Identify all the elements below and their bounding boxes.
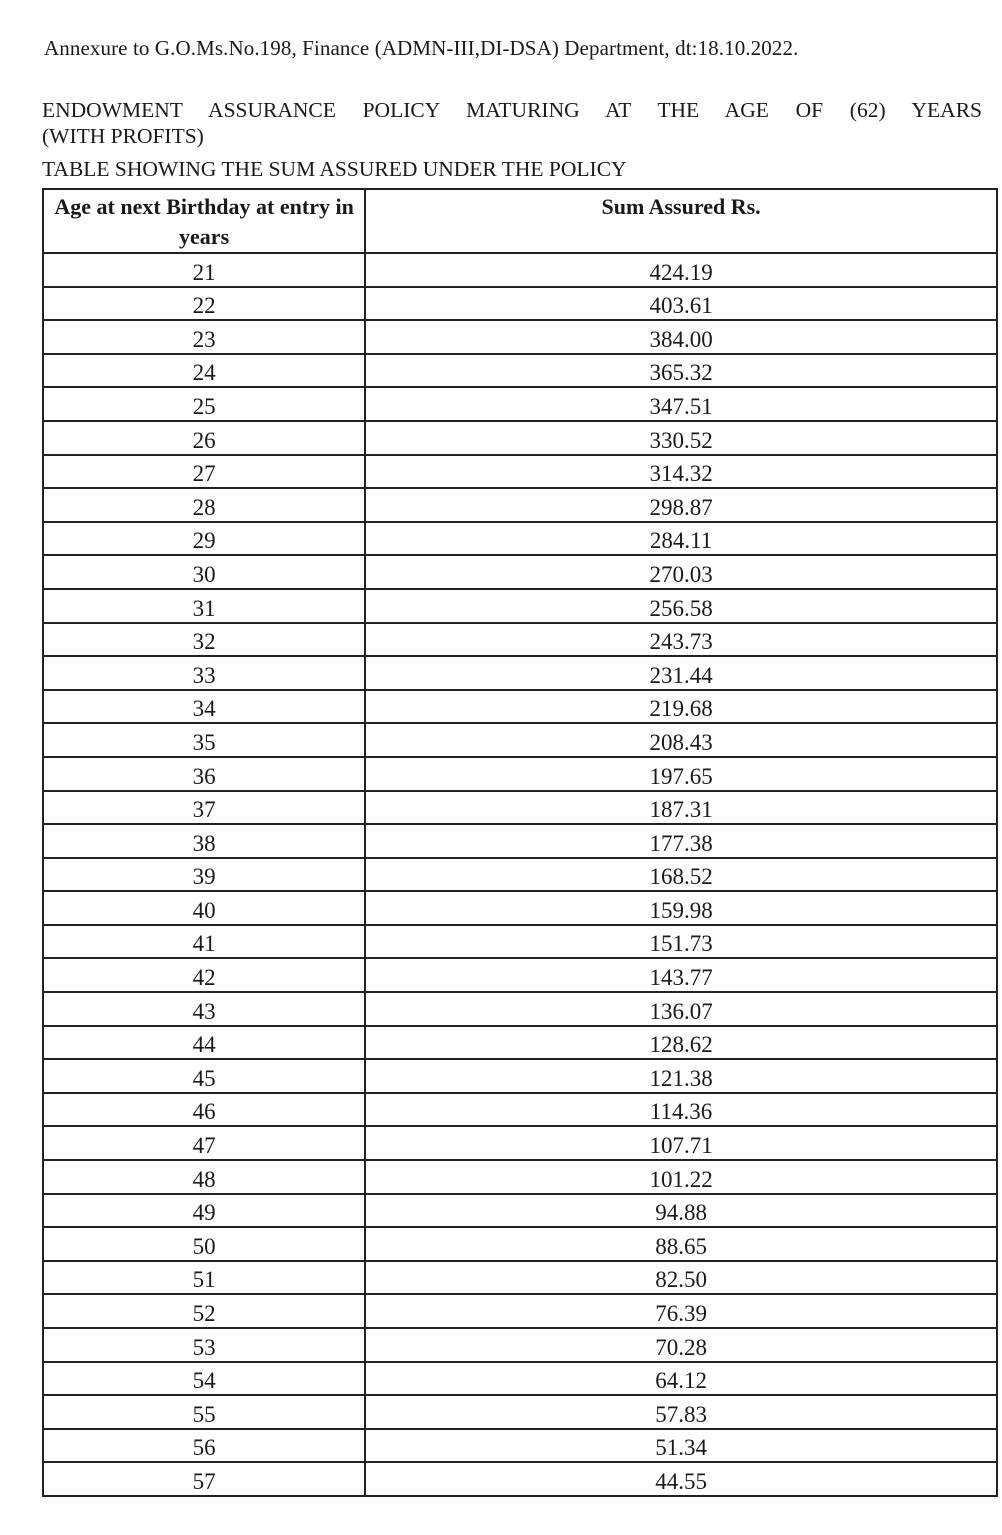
table-row <box>43 1194 997 1228</box>
table-row <box>43 1026 997 1060</box>
age-cell: 33 <box>43 656 365 690</box>
table-row <box>43 1429 997 1463</box>
sum-assured-cell: 151.73 <box>365 925 997 959</box>
age-cell: 41 <box>43 925 365 959</box>
table-row <box>43 253 997 287</box>
table-header-row <box>43 189 997 253</box>
table-row <box>43 1462 997 1496</box>
sum-assured-cell: 57.83 <box>365 1395 997 1429</box>
age-cell: 28 <box>43 488 365 522</box>
age-cell: 38 <box>43 824 365 858</box>
annexure-reference: Annexure to G.O.Ms.No.198, Finance (ADMN-III,DI-DSA) Department, dt:18.10.2022. <box>44 36 799 60</box>
table-row <box>43 1294 997 1328</box>
table-row <box>43 1059 997 1093</box>
table-row <box>43 1261 997 1295</box>
sum-assured-cell: 82.50 <box>365 1261 997 1295</box>
age-cell: 44 <box>43 1026 365 1060</box>
sum-assured-cell: 64.12 <box>365 1362 997 1396</box>
sum-assured-cell: 330.52 <box>365 421 997 455</box>
age-cell: 25 <box>43 387 365 421</box>
age-cell: 46 <box>43 1093 365 1127</box>
sum-assured-cell: 168.52 <box>365 858 997 892</box>
table-row <box>43 1093 997 1127</box>
sum-assured-cell: 243.73 <box>365 623 997 657</box>
sum-assured-cell: 51.34 <box>365 1429 997 1463</box>
table-row <box>43 421 997 455</box>
table-row <box>43 1362 997 1396</box>
table-row <box>43 555 997 589</box>
age-cell: 55 <box>43 1395 365 1429</box>
age-cell: 22 <box>43 287 365 321</box>
age-cell: 56 <box>43 1429 365 1463</box>
sum-column-header: Sum Assured Rs. <box>365 189 997 253</box>
age-cell: 54 <box>43 1362 365 1396</box>
age-cell: 51 <box>43 1261 365 1295</box>
policy-heading-profits: (WITH PROFITS) <box>42 124 204 148</box>
table-row <box>43 1160 997 1194</box>
sum-assured-cell: 70.28 <box>365 1328 997 1362</box>
age-cell: 34 <box>43 690 365 724</box>
table-row <box>43 690 997 724</box>
sum-assured-cell: 101.22 <box>365 1160 997 1194</box>
age-cell: 45 <box>43 1059 365 1093</box>
table-row <box>43 791 997 825</box>
table-row <box>43 354 997 388</box>
sum-assured-cell: 256.58 <box>365 589 997 623</box>
sum-assured-cell: 143.77 <box>365 958 997 992</box>
table-row <box>43 958 997 992</box>
table-row <box>43 1126 997 1160</box>
age-cell: 48 <box>43 1160 365 1194</box>
sum-assured-cell: 128.62 <box>365 1026 997 1060</box>
age-cell: 36 <box>43 757 365 791</box>
sum-assured-table <box>42 188 998 1497</box>
sum-assured-cell: 94.88 <box>365 1194 997 1228</box>
age-cell: 29 <box>43 522 365 556</box>
age-cell: 49 <box>43 1194 365 1228</box>
age-cell: 40 <box>43 891 365 925</box>
sum-assured-cell: 424.19 <box>365 253 997 287</box>
sum-assured-cell: 121.38 <box>365 1059 997 1093</box>
sum-assured-cell: 114.36 <box>365 1093 997 1127</box>
table-row <box>43 287 997 321</box>
table-row <box>43 623 997 657</box>
sum-assured-cell: 187.31 <box>365 791 997 825</box>
sum-assured-cell: 76.39 <box>365 1294 997 1328</box>
policy-heading: ENDOWMENT ASSURANCE POLICY MATURING AT THE AGE OF (62) YEARS <box>42 98 982 122</box>
sum-assured-cell: 197.65 <box>365 757 997 791</box>
age-column-header: Age at next Birthday at entry in years <box>43 189 365 253</box>
sum-assured-cell: 403.61 <box>365 287 997 321</box>
table-row <box>43 858 997 892</box>
sum-assured-cell: 347.51 <box>365 387 997 421</box>
table-row <box>43 589 997 623</box>
sum-assured-cell: 314.32 <box>365 455 997 489</box>
table-row <box>43 656 997 690</box>
table-row <box>43 387 997 421</box>
age-cell: 31 <box>43 589 365 623</box>
table-row <box>43 824 997 858</box>
table-subtitle: TABLE SHOWING THE SUM ASSURED UNDER THE POLICY <box>42 157 627 181</box>
sum-assured-cell: 231.44 <box>365 656 997 690</box>
age-cell: 21 <box>43 253 365 287</box>
sum-assured-cell: 88.65 <box>365 1227 997 1261</box>
table-row <box>43 1395 997 1429</box>
sum-assured-cell: 107.71 <box>365 1126 997 1160</box>
table-row <box>43 522 997 556</box>
sum-assured-cell: 208.43 <box>365 723 997 757</box>
table-row <box>43 925 997 959</box>
table-row <box>43 488 997 522</box>
age-cell: 26 <box>43 421 365 455</box>
sum-assured-cell: 270.03 <box>365 555 997 589</box>
age-cell: 50 <box>43 1227 365 1261</box>
age-cell: 52 <box>43 1294 365 1328</box>
sum-assured-cell: 219.68 <box>365 690 997 724</box>
table-row <box>43 757 997 791</box>
table-row <box>43 891 997 925</box>
age-cell: 53 <box>43 1328 365 1362</box>
sum-assured-cell: 365.32 <box>365 354 997 388</box>
sum-assured-cell: 44.55 <box>365 1462 997 1496</box>
sum-assured-cell: 159.98 <box>365 891 997 925</box>
age-cell: 32 <box>43 623 365 657</box>
age-cell: 42 <box>43 958 365 992</box>
table-row <box>43 455 997 489</box>
table-row <box>43 723 997 757</box>
age-cell: 27 <box>43 455 365 489</box>
sum-assured-cell: 384.00 <box>365 320 997 354</box>
age-cell: 47 <box>43 1126 365 1160</box>
sum-assured-cell: 136.07 <box>365 992 997 1026</box>
age-cell: 39 <box>43 858 365 892</box>
table-row <box>43 320 997 354</box>
table-row <box>43 992 997 1026</box>
age-cell: 57 <box>43 1462 365 1496</box>
table-row <box>43 1328 997 1362</box>
age-cell: 43 <box>43 992 365 1026</box>
table-body <box>43 253 997 1496</box>
table-row <box>43 1227 997 1261</box>
age-cell: 30 <box>43 555 365 589</box>
age-cell: 35 <box>43 723 365 757</box>
sum-assured-cell: 177.38 <box>365 824 997 858</box>
age-cell: 37 <box>43 791 365 825</box>
sum-assured-cell: 298.87 <box>365 488 997 522</box>
sum-assured-cell: 284.11 <box>365 522 997 556</box>
age-cell: 23 <box>43 320 365 354</box>
age-cell: 24 <box>43 354 365 388</box>
